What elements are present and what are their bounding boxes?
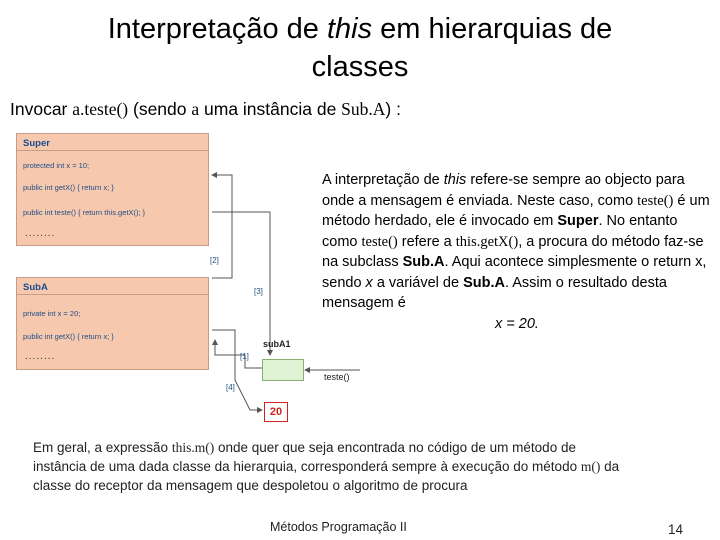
arrow-step-1 xyxy=(215,340,262,368)
super-ellipsis: ........ xyxy=(25,228,56,239)
suba-field-x: private int x = 20; xyxy=(23,309,81,318)
explanation-text: A interpretação de this refere-se sempre ao objecto para onde a mensagem é enviada. Neste caso, como teste() é um método herdado, ele é invocado em Super. No entanto como teste() refere a this.getX(), a procura do método faz-se na subclass Sub.A. Aqui acontece simplesmente o return x, sendo x a variável de Sub.A. Assim o resultado desta mensagem é x = 20. xyxy=(322,170,712,334)
suba-ellipsis: ........ xyxy=(25,351,56,362)
title-this: this xyxy=(326,13,373,45)
object-suba1 xyxy=(262,359,304,381)
result-line: x = 20. xyxy=(495,315,539,332)
call-label: teste() xyxy=(324,372,350,382)
title-line-1: Interpretação de this em hierarquias de xyxy=(107,13,613,45)
footer-course: Métodos Programação II xyxy=(270,520,407,534)
class-name: Sub.A xyxy=(341,99,386,119)
class-suba xyxy=(16,277,209,370)
arrow-step-3 xyxy=(212,212,270,355)
object-name: subA1 xyxy=(263,339,291,349)
step-label-2: [2] xyxy=(210,256,219,265)
page-number: 14 xyxy=(668,522,684,537)
class-super-name: Super xyxy=(23,138,50,149)
call-expression: a.teste() xyxy=(72,99,129,119)
class-super xyxy=(16,133,209,246)
step-label-4: [4] xyxy=(226,383,235,392)
subtitle: Invocar a.teste() (sendo a uma instância de Sub.A) : xyxy=(10,99,401,119)
step-label-3: [3] xyxy=(254,287,263,296)
summary-paragraph: Em geral, a expressão this.m() onde quer que seja encontrada no código de um método de instância de uma dada classe da hierarquia, corresponderá sempre à execução do método m() da classe do receptor da mensagem que despoletou o algoritmo de procura xyxy=(33,440,620,493)
arrow-step-4 xyxy=(212,330,262,410)
super-method-teste: public int teste() { return this.getX(); } xyxy=(23,208,146,217)
step-label-1: [1] xyxy=(240,352,249,361)
class-suba-name: SubA xyxy=(23,282,48,293)
title-line-2: classes xyxy=(311,51,409,83)
super-method-getx: public int getX() { return x; } xyxy=(23,183,114,192)
result-box: 20 xyxy=(264,402,288,422)
suba-method-getx: public int getX() { return x; } xyxy=(23,332,114,341)
variable-a: a xyxy=(191,99,200,119)
super-field-x: protected int x = 10; xyxy=(23,161,90,170)
